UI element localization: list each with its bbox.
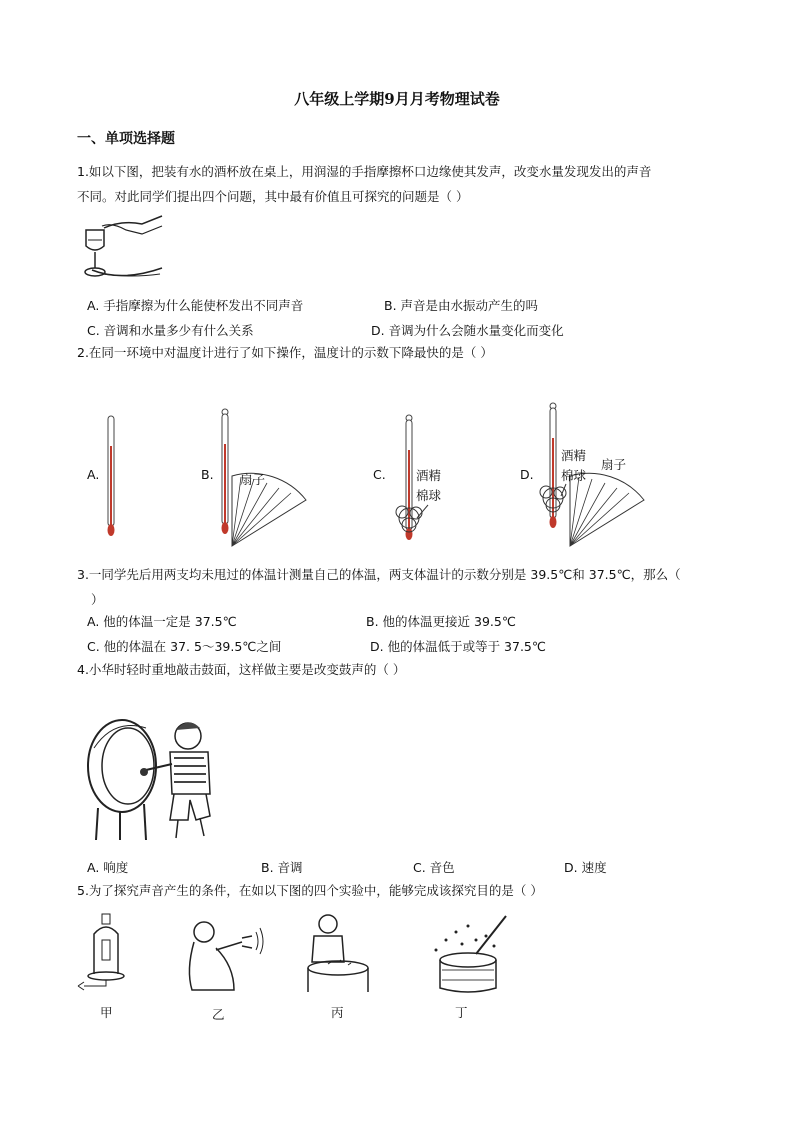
alcohol-label-d-line-1: 酒精 (561, 448, 587, 463)
question-1-option-a[interactable]: A. 手指摩擦为什么能使杯发出不同声音 (87, 298, 304, 313)
fan-label-d: 扇子 (601, 457, 627, 472)
question-2-option-a[interactable]: A. (87, 467, 100, 482)
thermometer-c (406, 415, 413, 540)
question-3-stem-line-2: ） (91, 592, 104, 607)
caption-yi: 乙 (212, 1007, 225, 1022)
question-4-option-c[interactable]: C. 音色 (413, 860, 455, 875)
question-1-option-b[interactable]: B. 声音是由水振动产生的吗 (384, 298, 539, 313)
question-4-option-d[interactable]: D. 速度 (564, 860, 607, 875)
question-2-stem: 2.在同一环境中对温度计进行了如下操作，温度计的示数下降最快的是（ ） (77, 345, 493, 360)
question-2-option-d[interactable]: D. (520, 467, 534, 482)
bell-jar-experiment (78, 914, 124, 990)
question-1-stem (77, 159, 727, 209)
drum-boy-illustration (84, 708, 224, 844)
alcohol-label-c-line-1: 酒精 (416, 468, 442, 483)
question-1-option-d[interactable]: D. 音调为什么会随水量变化而变化 (371, 323, 564, 338)
question-1-stem-line-1: 1.如以下图，把装有水的酒杯放在桌上，用润湿的手指摩擦杯口边缘使其发声，改变水量发现发出的声音 (77, 164, 652, 179)
question-5-stem: 5.为了探究声音产生的条件，在如以下图的四个实验中，能够完成该探究目的是（ ） (77, 883, 543, 898)
drum-experiment (308, 915, 368, 992)
cotton-ball-c (396, 505, 428, 532)
question-4-option-a[interactable]: A. 响度 (87, 860, 129, 875)
question-3-stem (77, 562, 757, 612)
thermometer-d (550, 403, 557, 528)
caption-jia: 甲 (100, 1005, 113, 1020)
question-3-option-a[interactable]: A. 他的体温一定是 37.5℃ (87, 614, 237, 629)
sound-experiments-illustration (76, 910, 516, 996)
section-heading: 一、单项选择题 (77, 131, 175, 147)
thermometer-b (222, 409, 229, 534)
alcohol-label-c (416, 466, 441, 506)
cotton-ball-d (540, 484, 566, 512)
question-3-option-d[interactable]: D. 他的体温低于或等于 37.5℃ (370, 639, 546, 654)
tuning-fork-experiment (189, 922, 263, 990)
alcohol-label-c-line-2: 棉球 (416, 488, 442, 503)
question-4-option-b[interactable]: B. 音调 (261, 860, 303, 875)
question-2-option-b[interactable]: B. (201, 467, 214, 482)
question-3-option-c[interactable]: C. 他的体温在 37. 5～39.5℃之间 (87, 639, 282, 654)
question-1-option-c[interactable]: C. 音调和水量多少有什么关系 (87, 323, 254, 338)
caption-bing: 丙 (331, 1005, 344, 1020)
thermometer-a (108, 416, 115, 536)
question-3-option-b[interactable]: B. 他的体温更接近 39.5℃ (366, 614, 516, 629)
question-1-stem-line-2: 不同。对此同学们提出四个问题，其中最有价值且可探究的问题是（ ） (77, 189, 469, 204)
wine-glass-illustration (82, 212, 164, 284)
question-4-stem: 4.小华时轻时重地敲击鼓面，这样做主要是改变鼓声的（ ） (77, 662, 406, 677)
question-3-stem-line-1: 3.一同学先后用两支均未甩过的体温计测量自己的体温，两支体温计的示数分别是 39.5℃和 37.5℃，那么（ (77, 567, 681, 582)
splash-experiment (435, 916, 507, 992)
caption-ding: 丁 (455, 1005, 468, 1020)
alcohol-label-d (561, 446, 586, 486)
alcohol-label-d-line-2: 棉球 (561, 468, 587, 483)
fan-label-b: 扇子 (240, 472, 266, 487)
question-2-option-c[interactable]: C. (373, 467, 386, 482)
page-title: 八年级上学期9月月考物理试卷 (294, 90, 500, 108)
